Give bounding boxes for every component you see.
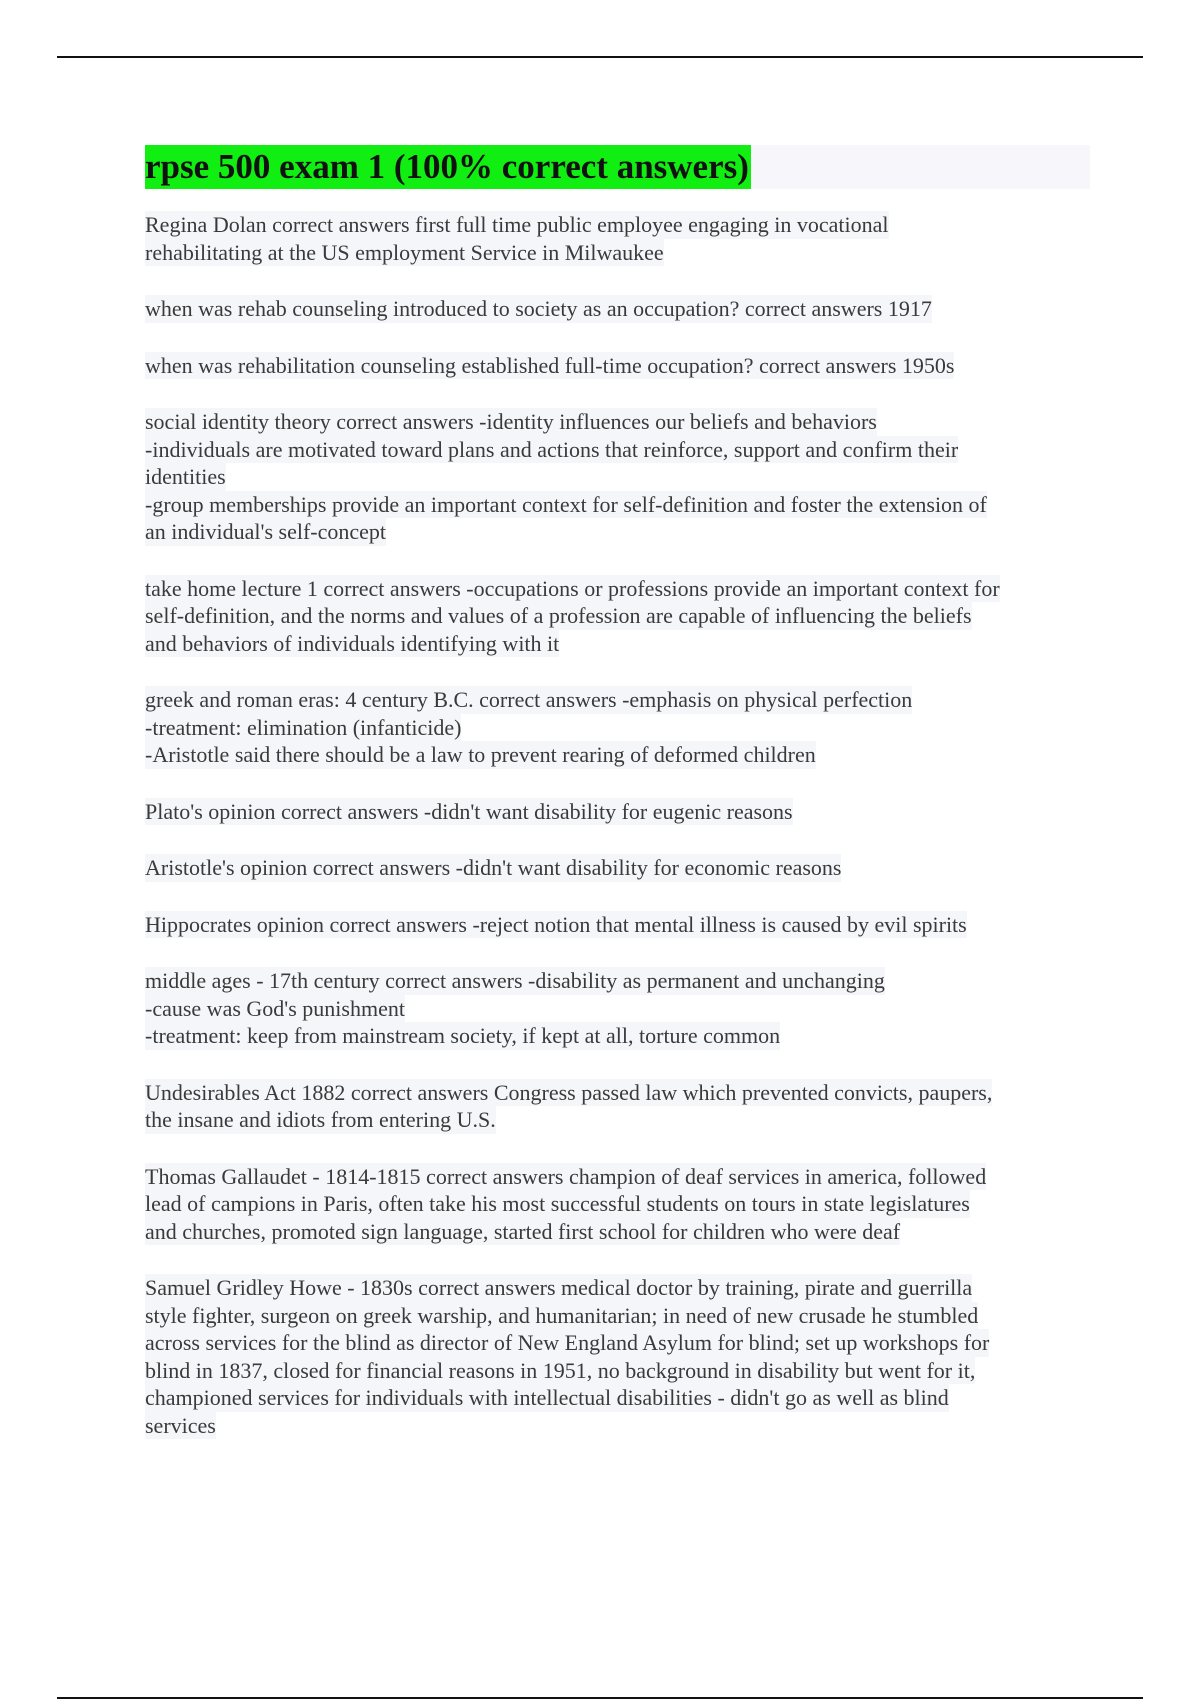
entry-line: -Aristotle said there should be a law to prevent rearing of deformed children bbox=[145, 742, 816, 767]
entry-social-identity-theory bbox=[145, 408, 1090, 546]
entry-line: services bbox=[145, 1412, 216, 1438]
document-body bbox=[145, 145, 1090, 1468]
entry-line: -individuals are motivated toward plans and actions that reinforce, support and confirm their bbox=[145, 436, 959, 462]
entry-rehab-established bbox=[145, 352, 1090, 380]
entry-rehab-introduced bbox=[145, 295, 1090, 323]
title-bar bbox=[145, 145, 1090, 189]
entry-line: Aristotle's opinion correct answers -didn't want disability for economic reasons bbox=[145, 855, 842, 880]
entry-line: Plato's opinion correct answers -didn't want disability for eugenic reasons bbox=[145, 798, 793, 824]
entry-line: Undesirables Act 1882 correct answers Congress passed law which prevented convicts, paupers, bbox=[145, 1079, 993, 1105]
entry-line: -treatment: elimination (infanticide) bbox=[145, 714, 462, 740]
entry-line: rehabilitating at the US employment Service in Milwaukee bbox=[145, 239, 664, 265]
entry-line: and behaviors of individuals identifying with it bbox=[145, 630, 560, 656]
entry-line: when was rehab counseling introduced to society as an occupation? correct answers 1917 bbox=[145, 296, 932, 321]
entry-line: greek and roman eras: 4 century B.C. correct answers -emphasis on physical perfection bbox=[145, 687, 913, 712]
entry-line: self-definition, and the norms and values of a profession are capable of influencing the beliefs bbox=[145, 603, 972, 628]
entry-plato-opinion bbox=[145, 798, 1090, 826]
entry-line: social identity theory correct answers -identity influences our beliefs and behaviors bbox=[145, 409, 877, 434]
entry-regina-dolan bbox=[145, 211, 1090, 266]
entry-take-home-lecture bbox=[145, 575, 1090, 658]
entry-line: and churches, promoted sign language, started first school for children who were deaf bbox=[145, 1218, 901, 1244]
entry-middle-ages bbox=[145, 967, 1090, 1050]
entry-line: when was rehabilitation counseling established full-time occupation? correct answers 1950s bbox=[145, 352, 955, 378]
entry-line: lead of campions in Paris, often take his most successful students on tours in state legislatures bbox=[145, 1191, 970, 1216]
entry-line: identities bbox=[145, 464, 226, 489]
document-title: rpse 500 exam 1 (100% correct answers) bbox=[145, 145, 751, 189]
entry-line: blind in 1837, closed for financial reasons in 1951, no background in disability but went for it, bbox=[145, 1357, 976, 1383]
entry-aristotle-opinion bbox=[145, 854, 1090, 882]
entry-line: Hippocrates opinion correct answers -reject notion that mental illness is caused by evil spirits bbox=[145, 911, 967, 937]
entry-line: Regina Dolan correct answers first full time public employee engaging in vocational bbox=[145, 212, 889, 237]
entry-line: middle ages - 17th century correct answers -disability as permanent and unchanging bbox=[145, 968, 885, 993]
entry-line: an individual's self-concept bbox=[145, 519, 387, 544]
entry-line: take home lecture 1 correct answers -occupations or professions provide an important context for bbox=[145, 575, 1000, 601]
entry-line: style fighter, surgeon on greek warship, and humanitarian; in need of new crusade he stumbled bbox=[145, 1302, 979, 1328]
entry-line: championed services for individuals with intellectual disabilities - didn't go as well as blind bbox=[145, 1385, 949, 1410]
entry-greek-roman-eras bbox=[145, 686, 1090, 769]
entry-thomas-gallaudet bbox=[145, 1163, 1090, 1246]
entry-line: Thomas Gallaudet - 1814-1815 correct answers champion of deaf services in america, followed bbox=[145, 1163, 987, 1189]
entry-line: -cause was God's punishment bbox=[145, 995, 405, 1021]
entry-line: -group memberships provide an important context for self-definition and foster the extension of bbox=[145, 491, 987, 517]
entry-line: the insane and idiots from entering U.S. bbox=[145, 1107, 496, 1132]
entry-line: -treatment: keep from mainstream society, if kept at all, torture common bbox=[145, 1023, 781, 1048]
entry-line: across services for the blind as director of New England Asylum for blind; set up workshops for bbox=[145, 1330, 990, 1355]
page-top-rule bbox=[57, 56, 1143, 58]
entry-line: Samuel Gridley Howe - 1830s correct answers medical doctor by training, pirate and guerrilla bbox=[145, 1275, 973, 1300]
page-bottom-rule bbox=[57, 1697, 1143, 1699]
entry-hippocrates-opinion bbox=[145, 911, 1090, 939]
entry-undesirables-act bbox=[145, 1079, 1090, 1134]
entry-samuel-gridley-howe bbox=[145, 1274, 1090, 1439]
